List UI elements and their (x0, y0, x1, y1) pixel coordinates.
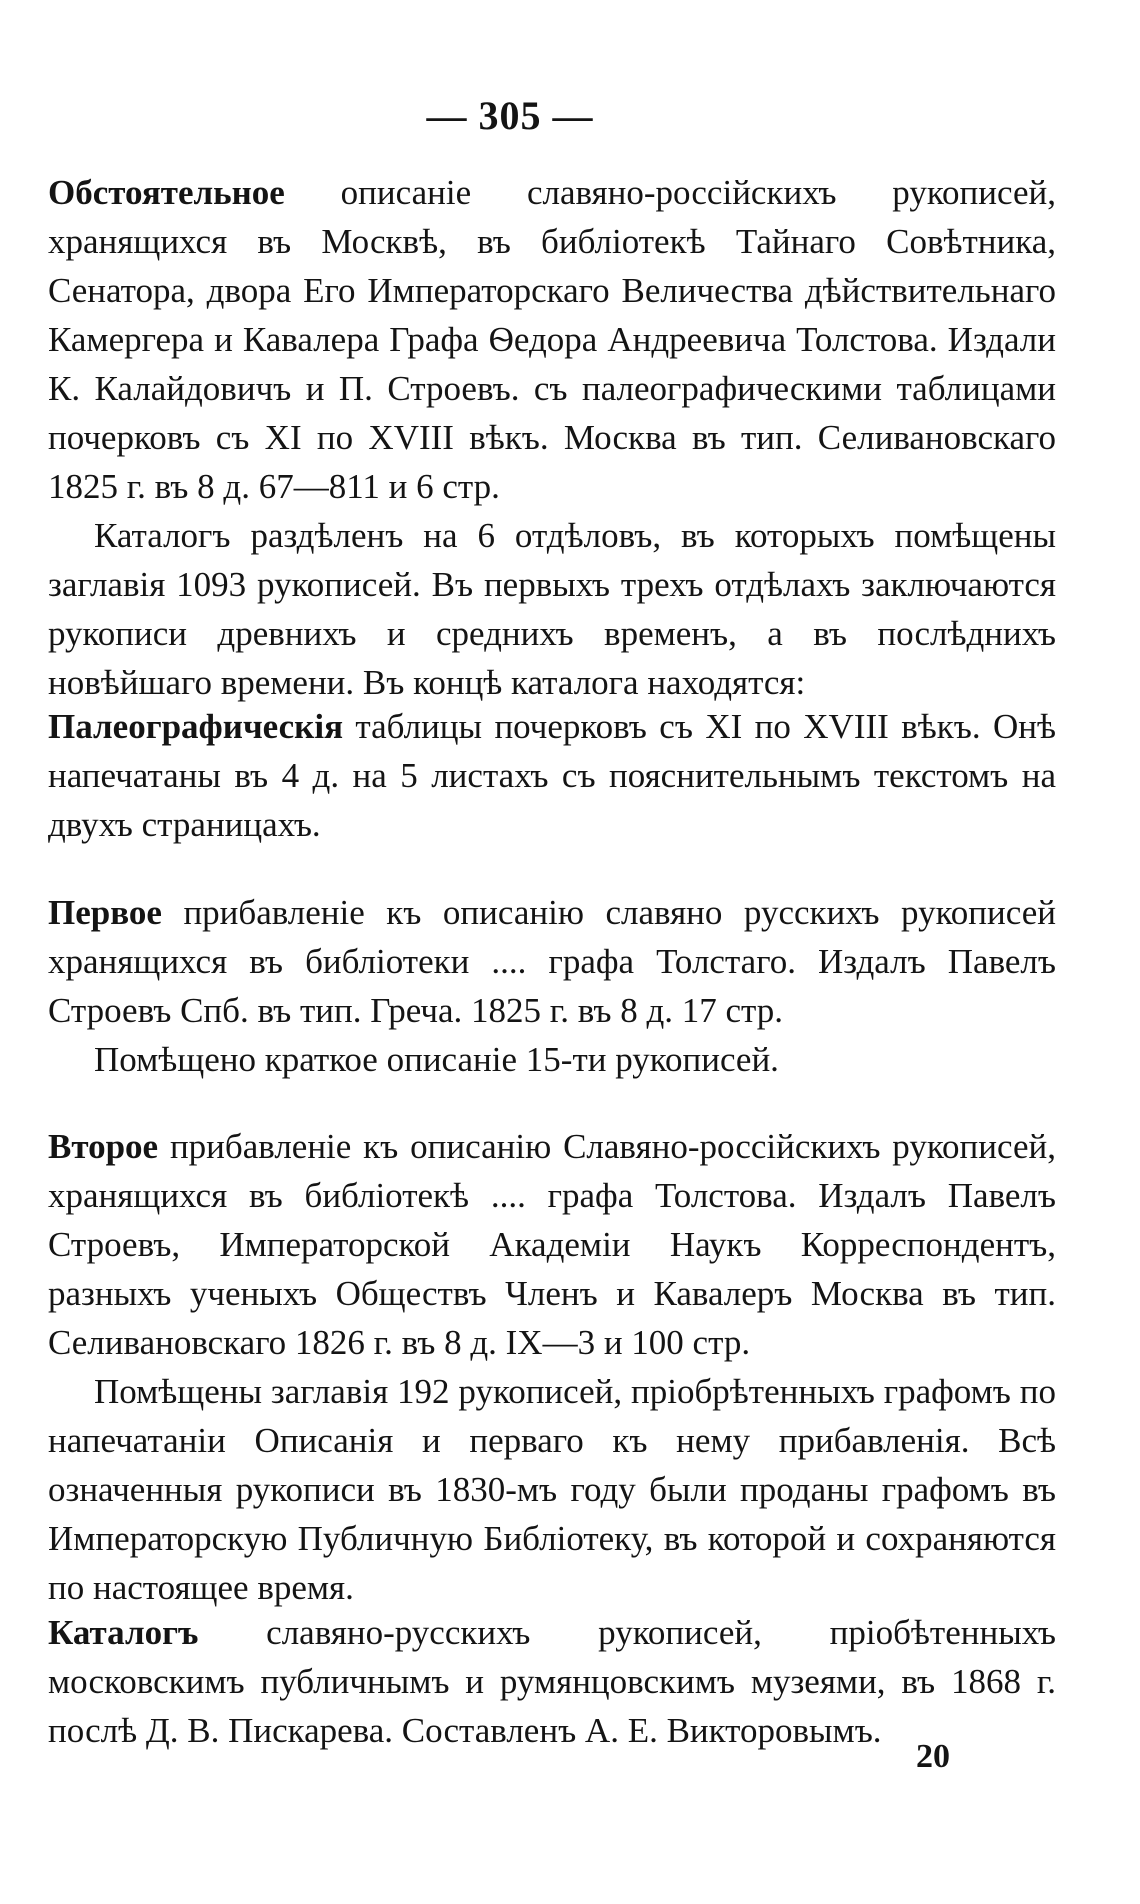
entry-body: славяно-русскихъ рукописей, пріобѣтенныхъ московскимъ публичнымъ и румянцовскимъ музеями, въ 1868 г. послѣ Д. В. Пискарева. Составленъ А. Е. Викторовымъ. (48, 1613, 1056, 1750)
entry-rumyantsev-catalog (48, 1608, 1056, 1755)
entry-body: таблицы почерковъ съ XI по XVIII вѣкъ. Онѣ напечатаны въ 4 д. на 5 листахъ съ пояснительнымъ текстомъ на двухъ страницахъ. (48, 707, 1056, 844)
entry-citation (48, 168, 1056, 511)
entry-note: Помѣщены заглавія 192 рукописей, пріобрѣтенныхъ графомъ по напечатаніи Описанія и перваго къ нему прибавленія. Всѣ означенныя рукописи въ 1830-мъ году были проданы графомъ въ Императорскую Публичную Библіотеку, въ которой и сохраняются по настоящее время. (48, 1372, 1056, 1607)
entry-lead-word: Обстоятельное (48, 173, 285, 212)
entry-body: прибавленіе къ описанію славяно русскихъ рукописей хранящихся въ библіотеки .... графа Толстаго. Издалъ Павелъ Строевъ Спб. въ тип. Греча. 1825 г. въ 8 д. 17 стр. (48, 893, 1056, 1030)
entry-citation (48, 1608, 1056, 1755)
entry-note: Помѣщено краткое описаніе 15-ти рукописей. (94, 1040, 779, 1079)
entry-citation (48, 1122, 1056, 1367)
entry-body: прибавленіе къ описанію Славяно-россійскихъ рукописей, хранящихся въ библіотекѣ .... графа Толстова. Издалъ Павелъ Строевъ, Императорской Академіи Наукъ Корреспондентъ, разныхъ ученыхъ Обществъ Членъ и Кавалеръ Москва въ тип. Селивановскаго 1826 г. въ 8 д. IX—3 и 100 стр. (48, 1127, 1056, 1362)
entry-citation (48, 888, 1056, 1035)
entry-first-supplement (48, 888, 1056, 1084)
entry-lead-word: Первое (48, 893, 162, 932)
entry-second-supplement (48, 1122, 1056, 1612)
entry-paleographic-tables (48, 702, 1056, 849)
entry-tolstoy-description (48, 168, 1056, 707)
entry-lead-word: Каталогъ (48, 1613, 199, 1652)
entry-lead-word: Палеографическія (48, 707, 344, 746)
signature-mark: 20 (916, 1738, 950, 1775)
entry-body: описаніе славяно-россійскихъ рукописей, хранящихся въ Москвѣ, въ библіотекѣ Тайнаго Совѣтника, Сенатора, двора Его Императорскаго Величества дѣйствительнаго Камергера и Кавалера Графа Ѳедора Андреевича Толстова. Издали К. Калайдовичъ и П. Строевъ. съ палеографическими таблицами почерковъ съ XI по XVIII вѣкъ. Москва въ тип. Селивановскаго 1825 г. въ 8 д. 67—811 и 6 стр. (48, 173, 1056, 506)
page-number: — 305 — (426, 93, 594, 138)
entry-note: Каталогъ раздѣленъ на 6 отдѣловъ, въ которыхъ помѣщены заглавія 1093 рукописей. Въ первыхъ трехъ отдѣлахъ заключаются рукописи древнихъ и среднихъ временъ, а въ послѣднихъ новѣйшаго времени. Въ концѣ каталога находятся: (48, 516, 1056, 702)
entry-citation (48, 702, 1056, 849)
entry-lead-word: Второе (48, 1127, 159, 1166)
